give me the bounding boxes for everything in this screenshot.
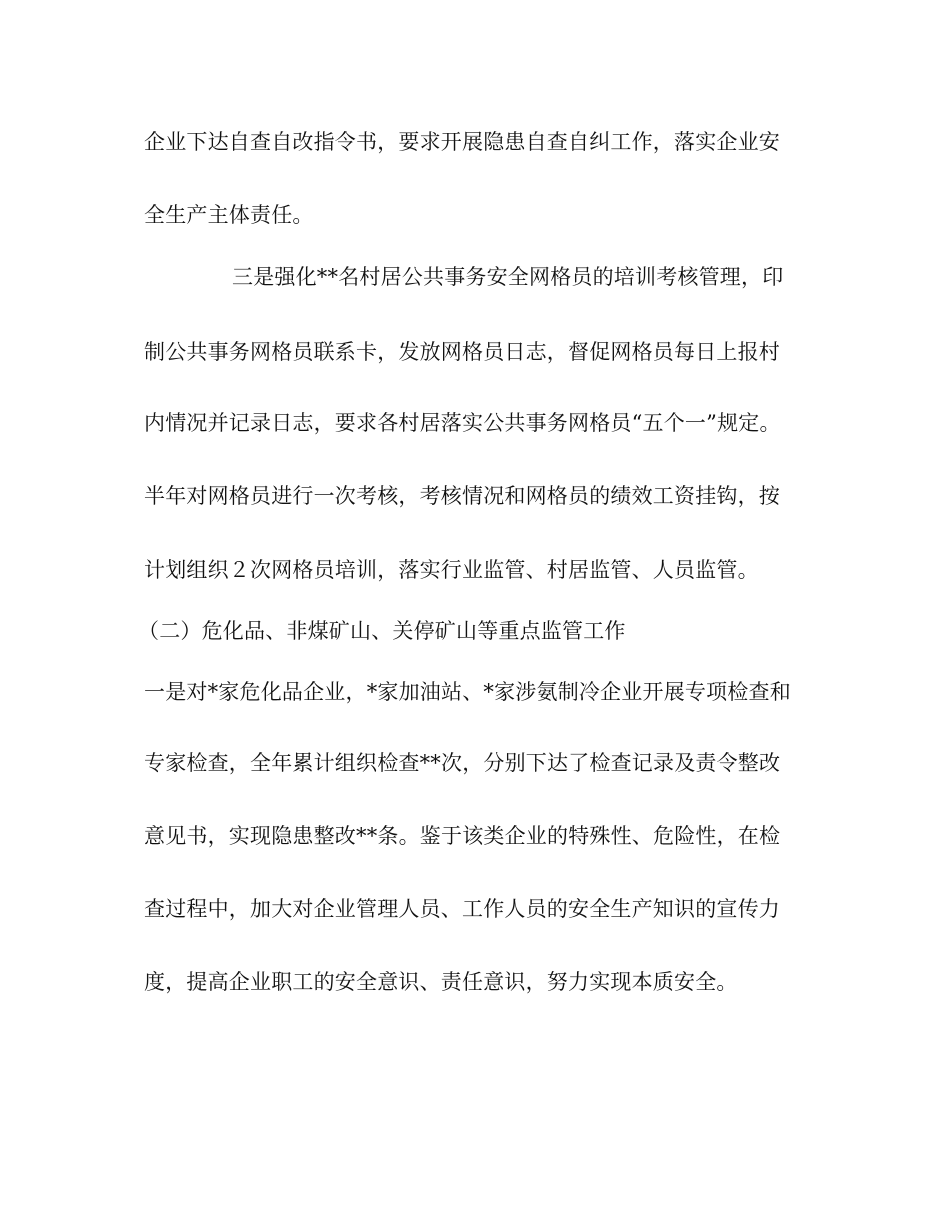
paragraph-line: 全生产主体责任。 <box>144 203 314 227</box>
paragraph-line: 意见书，实现隐患整改**条。鉴于该类企业的特殊性、危险性，在检 <box>144 824 781 848</box>
section-heading: （二）危化品、非煤矿山、关停矿山等重点监管工作 <box>138 619 626 643</box>
paragraph-line: 制公共事务网格员联系卡，发放网格员日志，督促网格员每日上报村 <box>144 340 780 364</box>
paragraph-line: 专家检查，全年累计组织检查**次，分别下达了检查记录及责令整改 <box>144 751 781 775</box>
paragraph-line: 一是对*家危化品企业，*家加油站、*家涉氨制冷企业开展专项检查和 <box>144 680 791 704</box>
paragraph-line: 半年对网格员进行一次考核，考核情况和网格员的绩效工资挂钩，按 <box>144 484 780 508</box>
paragraph-line: 计划组织２次网格员培训，落实行业监管、村居监管、人员监管。 <box>144 558 759 582</box>
paragraph-line: 企业下达自查自改指令书，要求开展隐患自查自纠工作，落实企业安 <box>144 130 780 154</box>
paragraph-line: 三是强化**名村居公共事务安全网格员的培训考核管理，印 <box>232 265 784 289</box>
paragraph-line: 内情况并记录日志，要求各村居落实公共事务网格员“五个一”规定。 <box>144 411 781 435</box>
paragraph-line: 查过程中，加大对企业管理人员、工作人员的安全生产知识的宣传力 <box>144 897 780 921</box>
paragraph-line: 度，提高企业职工的安全意识、责任意识，努力实现本质安全。 <box>144 970 738 994</box>
